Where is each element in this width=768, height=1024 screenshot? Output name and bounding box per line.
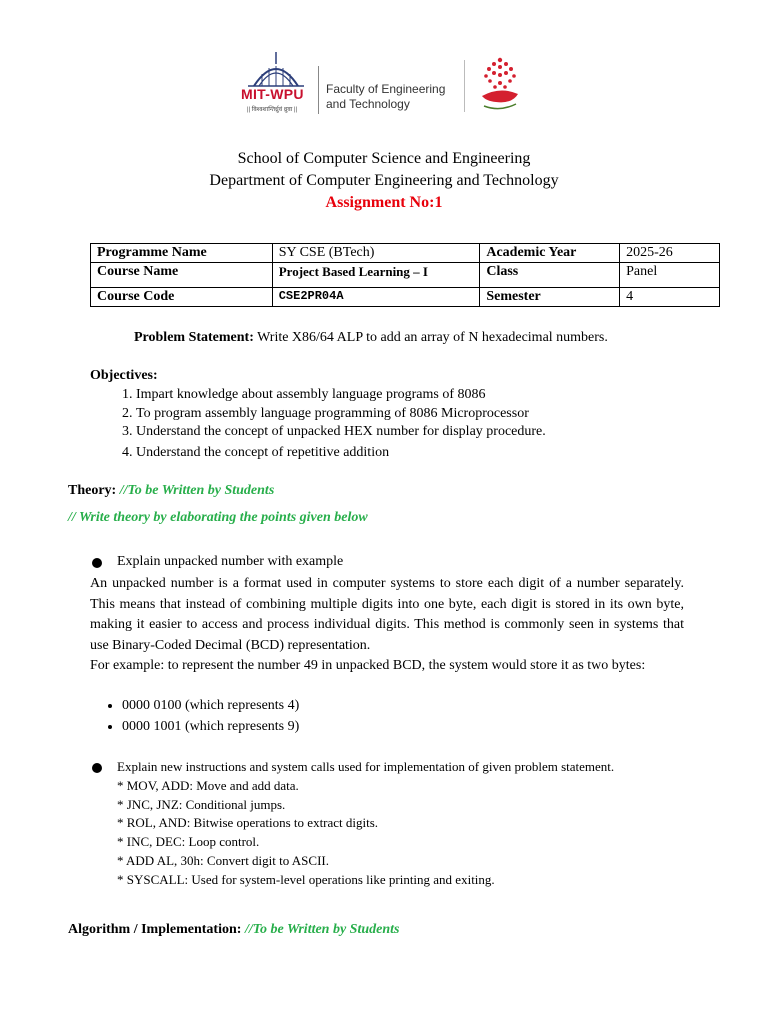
objectives-heading: Objectives: xyxy=(90,368,158,383)
mit-wpu-tagline: || विश्वशान्तिर्ध्रुवं ध्रुवा || xyxy=(247,107,298,113)
course-info-table xyxy=(90,243,720,307)
list-item: 1. Impart knowledge about assembly language programs of 8086 xyxy=(136,386,736,405)
list-item: 2. To program assembly language programming of 8086 Microprocessor xyxy=(136,405,736,424)
theory-point-1: Explain unpacked number with example xyxy=(117,554,344,569)
list-item: * ROL, AND: Bitwise operations to extract digits. xyxy=(117,815,379,831)
faculty-line-1: Faculty of Engineering xyxy=(326,82,446,96)
faculty-name xyxy=(326,82,445,112)
problem-statement xyxy=(134,328,608,348)
theory-label: Theory: xyxy=(68,483,117,498)
theory-point-2: Explain new instructions and system calls used for implementation of given problem statement. xyxy=(117,759,615,774)
table-cell: Academic Year xyxy=(480,244,620,263)
school-title: School of Computer Science and Engineering xyxy=(237,150,531,167)
theory-instruction: // Write theory by elaborating the points given below xyxy=(68,510,368,525)
list-item: • 0000 1001 (which represents 9) xyxy=(122,716,299,737)
theory-heading xyxy=(68,481,274,501)
header-logos xyxy=(240,50,540,116)
table-cell: SY CSE (BTech) xyxy=(272,244,480,263)
instructions-list xyxy=(117,777,677,889)
algorithm-note: //To be Written by Students xyxy=(241,922,400,937)
unpacked-number-explanation: An unpacked number is a format used in computer systems to store each digit of a number separately. This means that instead of combining multiple digits into one byte, each digit is stored in its own byte, making it easier to access and process individual digits. This method is commonly seen in systems that use Binary-Coded Decimal (BCD) representation. xyxy=(90,576,684,653)
list-item: * SYSCALL: Used for system-level operations like printing and exiting. xyxy=(117,871,495,887)
problem-statement-text: Write X86/64 ALP to add an array of N hexadecimal numbers. xyxy=(253,330,608,345)
objectives-list xyxy=(108,386,736,462)
logo-divider xyxy=(318,66,319,114)
table-cell: Programme Name xyxy=(91,244,273,263)
department-title: Department of Computer Engineering and Technology xyxy=(209,172,559,189)
table-cell: 4 xyxy=(620,288,720,307)
table-cell: Course Code xyxy=(91,288,273,307)
list-item: • 0000 0100 (which represents 4) xyxy=(122,695,299,716)
table-cell: CSE2PR04A xyxy=(272,288,480,307)
problem-statement-label: Problem Statement: xyxy=(134,330,254,345)
university-emblem-icon xyxy=(476,54,524,114)
table-cell: Course Name xyxy=(91,263,273,288)
table-cell: Class xyxy=(480,263,620,288)
bullet-icon xyxy=(92,558,102,568)
list-item: 3. Understand the concept of unpacked HEX number for display procedure. xyxy=(136,423,736,442)
faculty-line-2: and Technology xyxy=(326,97,410,111)
unpacked-number-example: For example: to represent the number 49 in unpacked BCD, the system would store it as two bytes: xyxy=(90,658,646,673)
table-cell: Semester xyxy=(480,288,620,307)
table-row xyxy=(91,263,720,288)
list-item: * INC, DEC: Loop control. xyxy=(117,834,260,850)
table-cell: Project Based Learning – I xyxy=(272,263,480,288)
table-cell: Panel xyxy=(620,263,720,288)
bullet-icon xyxy=(92,763,102,773)
table-cell: 2025-26 xyxy=(620,244,720,263)
table-row xyxy=(91,244,720,263)
list-item: * MOV, ADD: Move and add data. xyxy=(117,778,299,793)
list-item: * ADD AL, 30h: Convert digit to ASCII. xyxy=(117,852,329,868)
list-item: 4. Understand the concept of repetitive addition xyxy=(136,444,736,463)
table-row xyxy=(91,288,720,307)
algorithm-label: Algorithm / Implementation: xyxy=(68,922,242,937)
theory-note: //To be Written by Students xyxy=(116,483,275,498)
bytes-list xyxy=(98,695,299,737)
mit-wpu-logo-text: MIT-WPU xyxy=(241,86,304,102)
algorithm-heading xyxy=(68,920,399,940)
theory-paragraph xyxy=(90,574,684,677)
assignment-title: Assignment No:1 xyxy=(325,194,443,211)
logo-divider-2 xyxy=(464,60,465,112)
list-item: * JNC, JNZ: Conditional jumps. xyxy=(117,796,286,812)
